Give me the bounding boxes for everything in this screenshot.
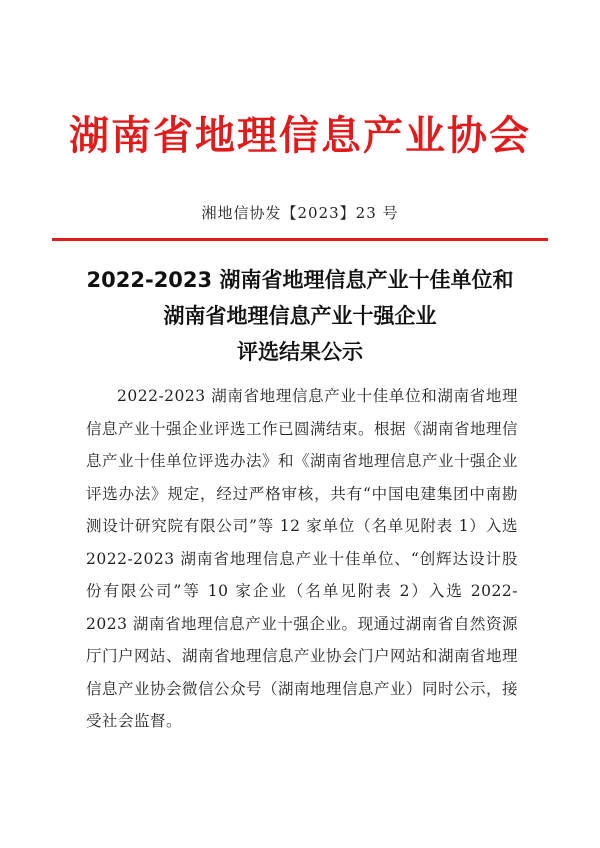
red-divider (52, 238, 548, 241)
title-line-1: 2022-2023 湖南省地理信息产业十佳单位和 (86, 268, 514, 292)
organization-letterhead: 湖南省地理信息产业协会 (69, 113, 531, 159)
title-line-3: 评选结果公示 (237, 340, 363, 364)
document-number: 湘地信协发【2023】23 号 (201, 204, 399, 222)
document-title (0, 262, 600, 370)
body-paragraph: 2022-2023 湖南省地理信息产业十佳单位和湖南省地理信息产业十强企业评选工作已圆满结束。根据《湖南省地理信息产业十佳单位评选办法》和《湖南省地理信息产业十强企业评选办法》规定，经过严格审核，共有“中国电建集团中南勘测设计研究院有限公司”等 12 家单位（名单见附表 1）入选 2022-2023 湖南省地理信息产业十佳单位、“创辉达设计股份有限公司”等 10 家企业（名单见附表 2）入选 2022-2023 湖南省地理信息产业十强企业。现通过湖南省自然资源厅门户网站、湖南省地理信息产业协会门户网站和湖南省地理信息产业协会微信公众号（湖南地理信息产业）同时公示，接受社会监督。 (86, 387, 519, 730)
title-line-2: 湖南省地理信息产业十强企业 (163, 304, 437, 328)
